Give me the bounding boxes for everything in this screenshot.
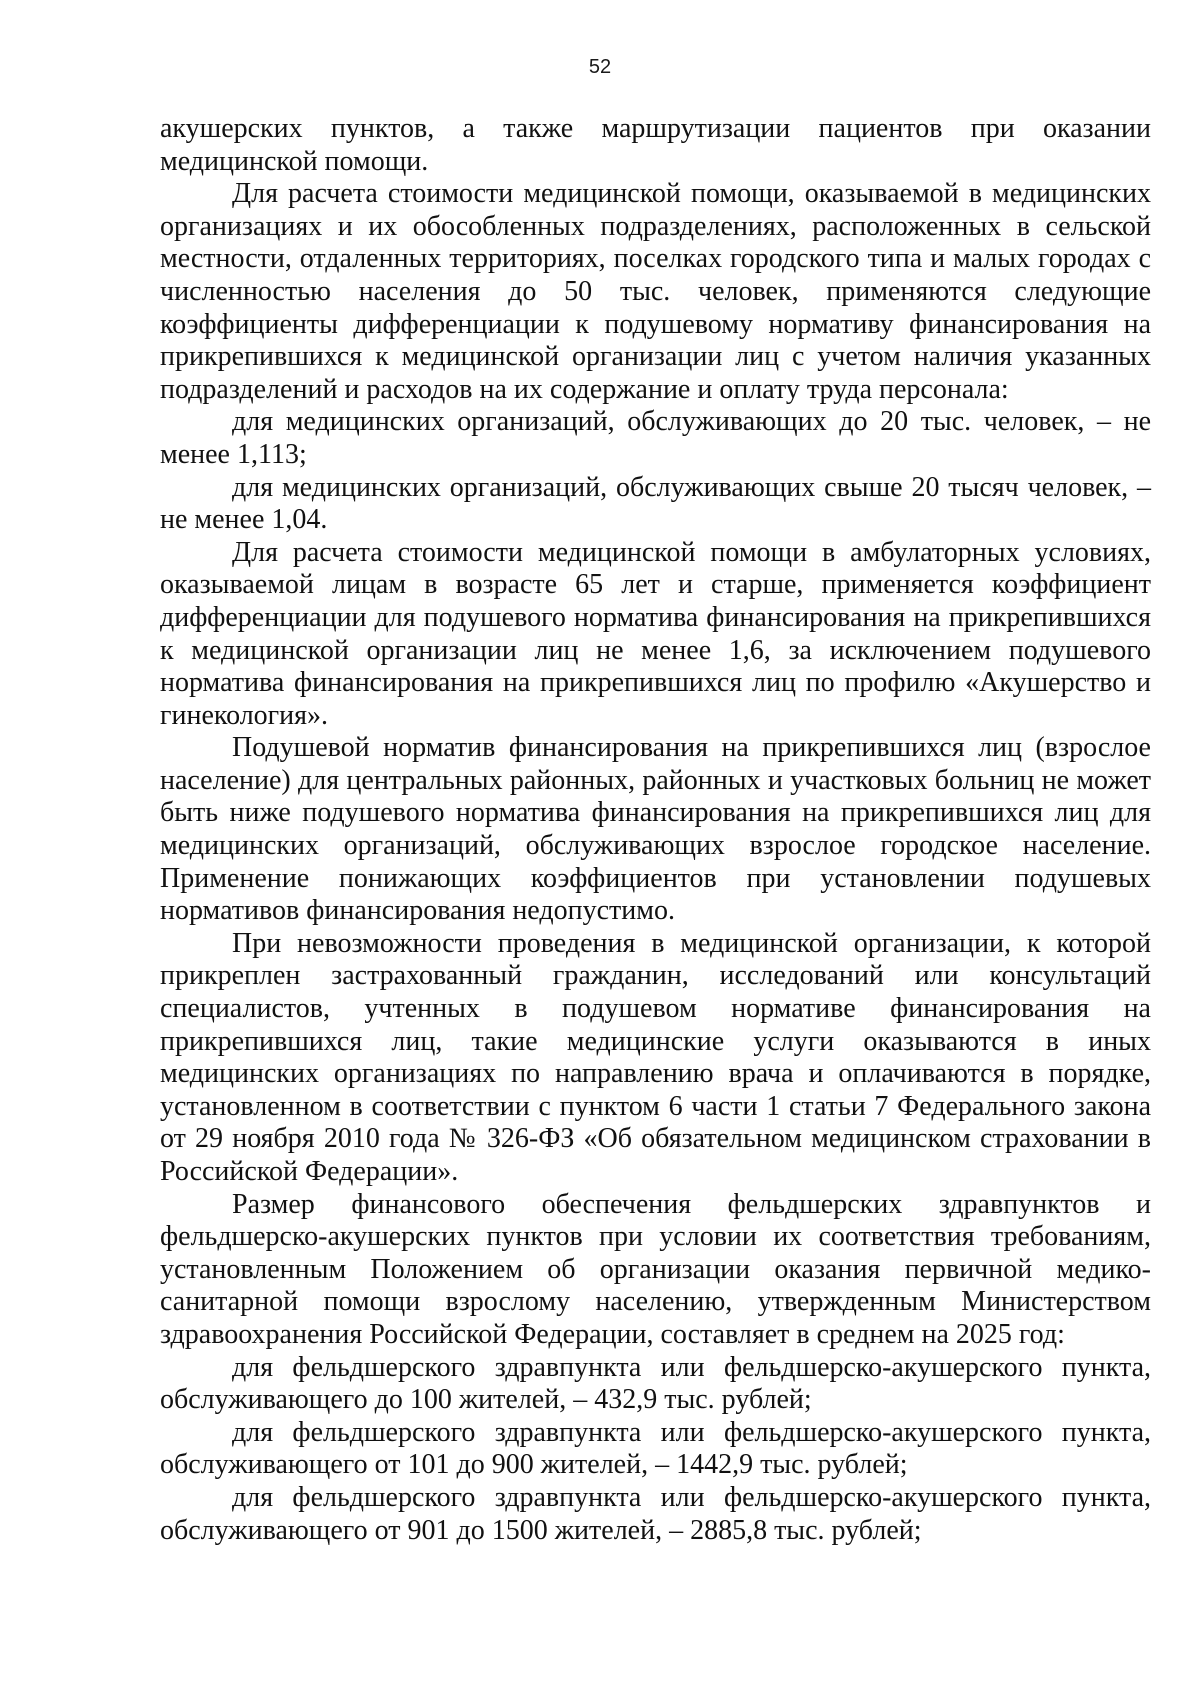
paragraph: Для расчета стоимости медицинской помощи в амбулаторных условиях, оказываемой лицам в возрасте 65 лет и старше, применяется коэффициент дифференциации для подушевого норматива финансирования на прикрепившихся к медицинской организации лиц не менее 1,6, за исключением подушевого норматива финансирования на прикрепившихся лиц по профилю «Акушерство и гинекология». <box>160 536 1151 731</box>
list-item: для медицинских организаций, обслуживающих до 20 тыс. человек, – не менее 1,113; <box>160 406 1151 470</box>
list-item: для фельдшерского здравпункта или фельдшерско-акушерского пункта, обслуживающего до 100 жителей, – 432,9 тыс. рублей; <box>160 1351 1151 1416</box>
paragraph: Размер финансового обеспечения фельдшерских здравпунктов и фельдшерско-акушерских пунктов при условии их соответствия требованиям, установленным Положением об организации оказания первичной медико-санитарной помощи взрослому населению, утвержденным Министерством здравоохранения Российской Федерации, составляет в среднем на 2025 год: <box>160 1188 1151 1350</box>
page-number: 52 <box>588 56 612 78</box>
paragraph: При невозможности проведения в медицинской организации, к которой прикреплен застрахованный гражданин, исследований или консультаций специалистов, учтенных в подушевом нормативе финансирования на прикрепившихся лиц, такие медицинские услуги оказываются в иных медицинских организациях по направлению врача и оплачиваются в порядке, установленном в соответствии с пунктом 6 части 1 статьи 7 Федерального закона от 29 ноября 2010 года № 326-ФЗ «Об обязательном медицинском страховании в Российской Федерации». <box>160 927 1151 1187</box>
list-item: для фельдшерского здравпункта или фельдшерско-акушерского пункта, обслуживающего от 901 до 1500 жителей, – 2885,8 тыс. рублей; <box>160 1481 1151 1546</box>
document-body <box>160 113 1151 1547</box>
list-item: для медицинских организаций, обслуживающих свыше 20 тысяч человек, – не менее 1,04. <box>160 471 1151 536</box>
paragraph: Для расчета стоимости медицинской помощи, оказываемой в медицинских организациях и их обособленных подразделениях, расположенных в сельской местности, отдаленных территориях, поселках городского типа и малых городах с численностью населения до 50 тыс. человек, применяются следующие коэффициенты дифференциации к подушевому нормативу финансирования на прикрепившихся к медицинской организации лиц с учетом наличия указанных подразделений и расходов на их содержание и оплату труда персонала: <box>160 178 1151 405</box>
paragraph: акушерских пунктов, а также маршрутизации пациентов при оказании медицинской помощи. <box>160 113 1151 177</box>
paragraph: Подушевой норматив финансирования на прикрепившихся лиц (взрослое население) для центральных районных, районных и участковых больниц не может быть ниже подушевого норматива финансирования на прикрепившихся лиц для медицинских организаций, обслуживающих взрослое городское население. Применение понижающих коэффициентов при установлении подушевых нормативов финансирования недопустимо. <box>160 732 1151 927</box>
list-item: для фельдшерского здравпункта или фельдшерско-акушерского пункта, обслуживающего от 101 до 900 жителей, – 1442,9 тыс. рублей; <box>160 1416 1151 1481</box>
